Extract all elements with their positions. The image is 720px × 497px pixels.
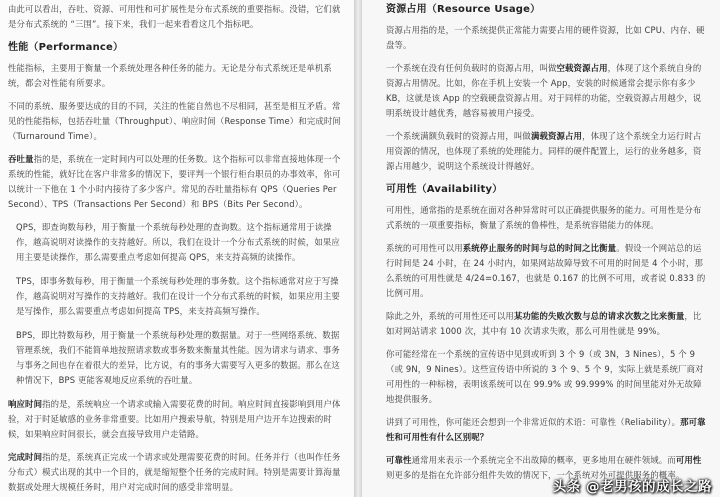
- qps-item: QPS，即查询数每秒，用于衡量一个系统每秒处理的查询数。这个指标通常用于读操作，越高说明对读操作的支持越好。所以，我们在设计一个分布式系统的时候，如果应用主要是读操作，那么需要重点考虑如何提高 QPS，来支持高频的读操作。: [16, 222, 340, 262]
- turnaround-text: 指的是，系统真正完成一个请求或处理需要花费的时间。任务并行（也叫作任务分布式）模式出现的其中一个目的，就是缩短整个任务的完成时间。特别是需要计算海量数据或处理大规模任务时，用户对完成时间的感受非常明显。: [8, 452, 341, 492]
- performance-paragraph-2: 不同的系统、服务要达成的目的不同，关注的性能自然也不尽相同，甚至是相互矛盾。常见的性能指标，包括吞吐量（Throughput）、响应时间（Response Time）和完成时间（Turnaround Time）。: [8, 101, 341, 141]
- watermark: [553, 475, 712, 495]
- availability-p3-tail: ，比如对网站请求 1000 次，其中有 10 次请求失败，那么可用性就是 99%。: [386, 311, 702, 336]
- turnaround-term: 完成时间: [8, 452, 43, 462]
- watermark-text: 头条 @老男孩的成长之路: [552, 479, 712, 495]
- resource-p3-lead: 一个系统满额负载时的资源占用，叫做: [386, 131, 531, 141]
- resource-p2-lead: 一个系统在没有任何负载时的资源占用，叫做: [386, 63, 557, 73]
- intro-paragraph: 由此可以看出，吞吐、资源、可用性和可扩展性是分布式系统的重要指标。没错，它们就是分布式系统的 “三围”。接下来，我们一起来看看这几个指标吧。: [8, 4, 341, 29]
- bps-item: BPS，即比特数每秒，用于衡量一个系统每秒处理的数据量。对于一些网络系统、数据管理系统，我们不能简单地按照请求数或事务数来衡量其性能。因为请求与请求、事务与事务之间也存在着很大的差异，比方说，有的事务大需要写入更多的数据。那么在这种情况下，BPS 更能客观地反应系统的吞吐量。: [16, 330, 340, 385]
- throughput-term: 吞吐量: [8, 154, 34, 164]
- availability-term: 可用性: [675, 455, 702, 465]
- availability-p3-lead: 除此之外，系统的可用性还可以用: [386, 311, 514, 321]
- tps-item: TPS，即事务数每秒，用于衡量一个系统每秒处理的事务数。这个指标通常对应于写操作，越高说明对写操作的支持越好。我们在设计一个分布式系统的时候，如果应用主要是写操作，那么需要重点考虑如何提高 TPS，来支持高频写操作。: [16, 276, 340, 316]
- book-gutter: [354, 0, 362, 497]
- availability-p6-tail: 则更多的是指在允许部分组件失效的情况下，一个系统对外可提供服务的概率。: [386, 470, 685, 480]
- failure-ratio-term: 某功能的失败次数与总的请求次数之比来衡量: [513, 311, 685, 321]
- resource-paragraph-2: [386, 61, 708, 121]
- availability-heading: 可用性（Availability）: [386, 184, 503, 195]
- availability-paragraph-1: 可用性，通常指的是系统在面对各种异常时可以正确提供服务的能力。可用性是分布式系统的一项重要指标，衡量了系统的鲁棒性，是系统容错能力的体现。: [386, 205, 702, 230]
- throughput-paragraph: [8, 152, 342, 212]
- resource-p2-tail: ，体现了这个系统自身的资源占用情况。比如，你在手机上安装一个 App，安装的时候通常会提示你有多少 KB，这就是该 App 的空载硬盘资源占用。对于同样的功能，空载资源占用越少，说明系统设计越优秀，越容易被用户接受。: [386, 63, 702, 118]
- reliability-term: 可靠性: [386, 455, 412, 465]
- left-page: [0, 0, 354, 497]
- turnaround-paragraph: [8, 450, 342, 495]
- availability-p2-tail: 。假设一个网站总的运行时间是 24 小时，在 24 小时内，如果网站故障导致不可用的时间是 4 个小时，那么系统的可用性就是 4/24=0.167，也就是 0.167 的比例不可用，或者说 0.833 的比例可用。: [386, 243, 706, 298]
- availability-paragraph-4: 你可能经常在一个系统的宣传语中见到或听到 3 个 9（或 3N，3 Nines），5 个 9（或 9N，9 Nines）。这些宣传语中所说的 3 个 9、5 个 9，实际上就是系统厂商对可用性的一种标榜，表明该系统可以在 99.9% 或 99.999% 的时间里能对外无故障地提供服务。: [386, 349, 704, 404]
- response-time-paragraph: [8, 397, 342, 442]
- availability-paragraph-5: [386, 415, 708, 445]
- performance-paragraph-1: 性能指标，主要用于衡量一个系统处理各种任务的能力。无论是分布式系统还是单机系统，都会对性能有所要求。: [8, 63, 332, 88]
- response-time-term: 响应时间: [8, 399, 43, 409]
- availability-paragraph-3: [386, 309, 708, 339]
- availability-p2-lead: 系统的可用性可以用: [386, 243, 463, 253]
- resource-paragraph-1: 资源占用指的是，一个系统提供正常能力需要占用的硬件资源，比如 CPU、内存、硬盘等。: [386, 25, 705, 50]
- resource-paragraph-3: [386, 129, 708, 174]
- availability-paragraph-2: [386, 241, 708, 301]
- availability-p5-lead: 讲到了可用性，你可能还会想到一个非常近似的术语：可靠性（Reliability）。: [386, 417, 681, 427]
- response-time-text: 指的是，系统响应一个请求或输入需要花费的时间。响应时间直接影响到用户体验，对于时延敏感的业务非常重要。比如用户搜索导航，特别是用户边开车边搜索的时候，如果响应时间很长，就会直接导致用户走错路。: [8, 399, 341, 439]
- availability-p6-mid: 通常用来表示一个系统完全不出故障的概率，更多地用在硬件领域。而: [411, 455, 676, 465]
- full-load-usage-term: 满载资源占用: [530, 131, 583, 141]
- idle-usage-term: 空载资源占用: [556, 63, 608, 73]
- availability-ratio-term: 系统停止服务的时间与总的时间之比衡量: [462, 243, 617, 253]
- throughput-text: 指的是，系统在一定时间内可以处理的任务数。这个指标可以非常直接地体现一个系统的性能，就好比在客户非常多的情况下，要评判一个银行柜台职员的办事效率，你可以统计一下他在 1 个小时内接待了多少客户。常见的吞吐量指标有 QPS（Queries Per Second）、TPS（Transactions Per Second）和 BPS（Bits Per Second）。: [8, 154, 341, 209]
- reliability-question: 那可靠性和可用性有什么区别呢？: [386, 417, 706, 442]
- right-page: [362, 0, 720, 497]
- resource-usage-heading: 资源占用（Resource Usage）: [386, 4, 541, 15]
- resource-p3-tail: ，体现了这个系统全力运行时占用资源的情况，也体现了系统的处理能力。同样的硬件配置上，运行的业务越多，资源占用越少，说明这个系统设计得越好。: [386, 131, 702, 171]
- performance-heading: 性能（Performance）: [8, 42, 124, 53]
